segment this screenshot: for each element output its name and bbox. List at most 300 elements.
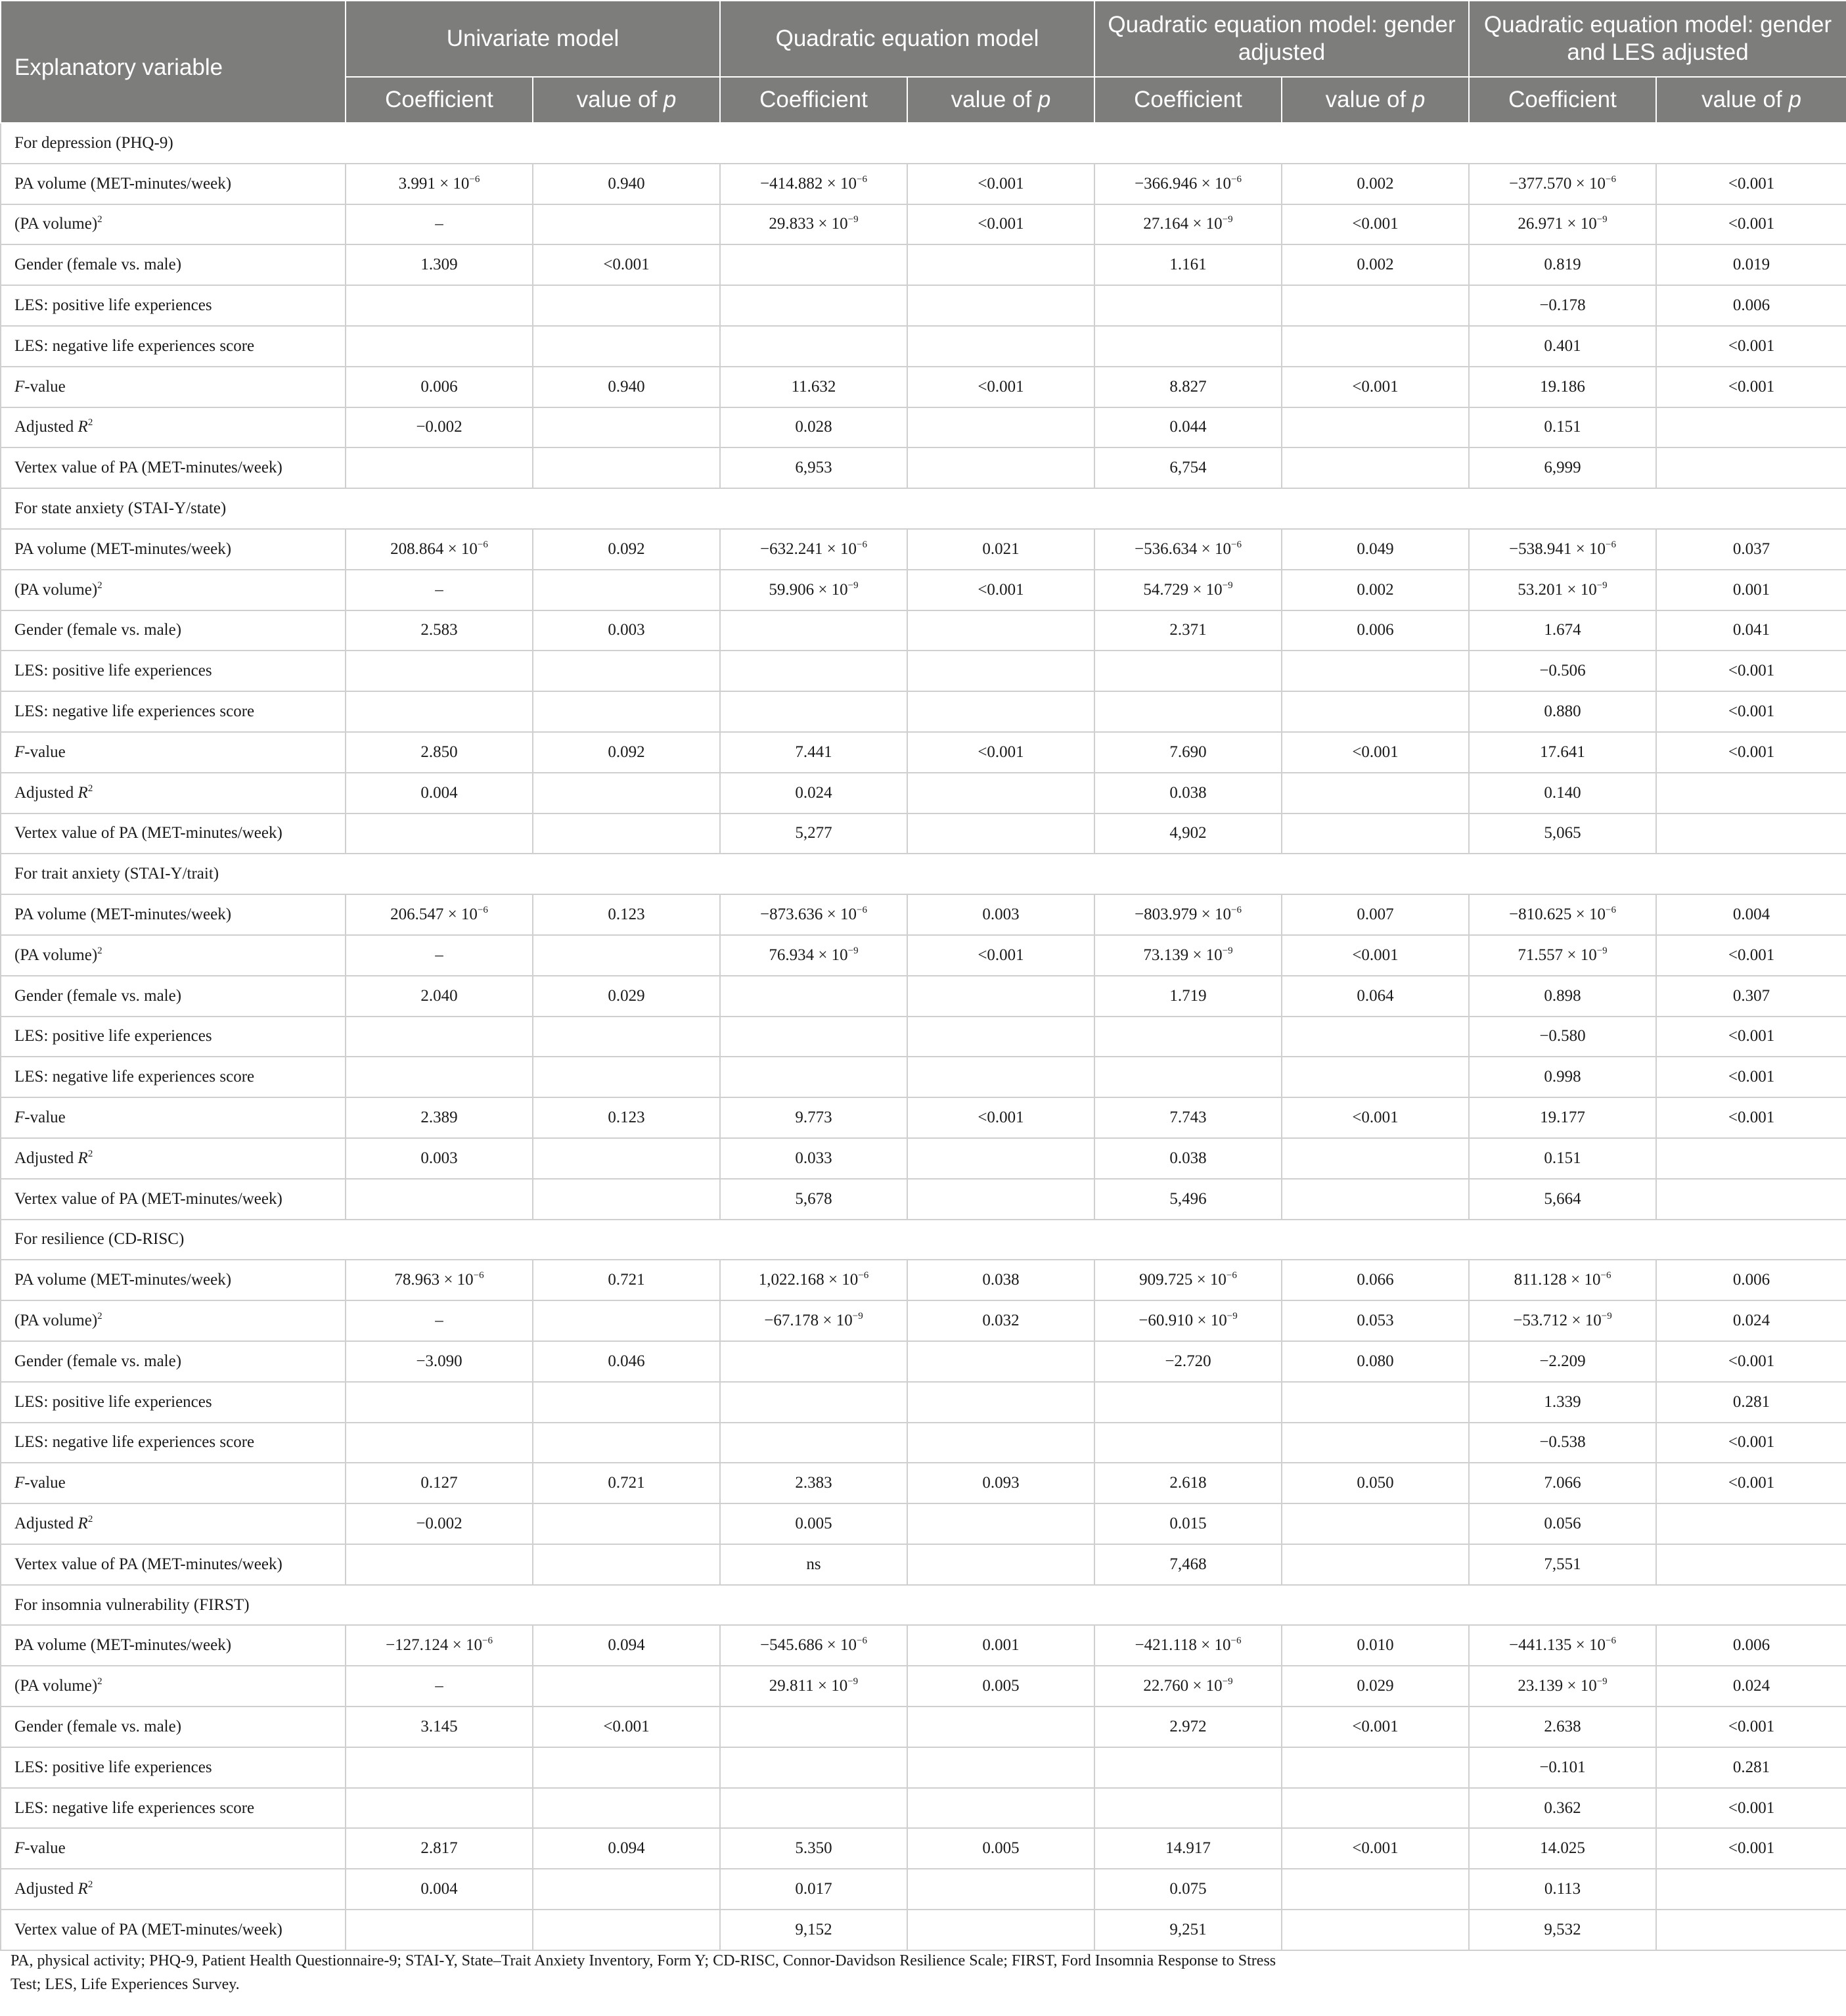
coefficient-cell: $26.971 \times 10^{-9}$	[1469, 204, 1656, 245]
table-row	[1, 651, 1846, 691]
p-value-cell	[907, 447, 1094, 488]
coefficient-cell: −0.580	[1469, 1017, 1656, 1057]
header-model-quadratic: Quadratic equation model	[720, 1, 1094, 77]
coefficient-cell	[346, 1747, 533, 1788]
p-value-cell: <0.001	[533, 1707, 720, 1747]
p-value-cell: <0.001	[1656, 1707, 1846, 1747]
section-title: For trait anxiety (STAI-Y/trait)	[1, 854, 1846, 894]
row-label: Vertex value of PA (MET-minutes/week)	[1, 447, 346, 488]
coefficient-cell: 0.151	[1469, 407, 1656, 448]
coefficient-cell: $29.811 \times 10^{-9}$	[720, 1666, 907, 1707]
coefficient-cell: –	[346, 204, 533, 245]
coefficient-cell: 11.632	[720, 367, 907, 407]
p-value-cell: <0.001	[533, 244, 720, 285]
coefficient-cell: $76.934 \times 10^{-9}$	[720, 935, 907, 976]
row-label: (PA volume)$^2$	[1, 570, 346, 610]
p-value-cell: <0.001	[907, 935, 1094, 976]
coefficient-cell: $23.139 \times 10^{-9}$	[1469, 1666, 1656, 1707]
coefficient-cell: 6,999	[1469, 447, 1656, 488]
p-value-cell	[1282, 651, 1469, 691]
p-value-cell	[1656, 447, 1846, 488]
p-value-cell: <0.001	[1282, 1097, 1469, 1138]
p-value-cell: <0.001	[1282, 204, 1469, 245]
p-value-cell	[907, 1017, 1094, 1057]
coefficient-cell: 7,551	[1469, 1544, 1656, 1585]
row-label: PA volume (MET-minutes/week)	[1, 1260, 346, 1300]
coefficient-cell: −2.209	[1469, 1341, 1656, 1382]
coefficient-cell: 5.350	[720, 1828, 907, 1869]
coefficient-cell	[720, 610, 907, 651]
p-value-cell: 0.010	[1282, 1625, 1469, 1666]
p-value-cell: 0.024	[1656, 1300, 1846, 1341]
coefficient-cell: −2.720	[1094, 1341, 1282, 1382]
p-value-cell: 0.004	[1656, 894, 1846, 935]
p-value-cell: <0.001	[1656, 1463, 1846, 1503]
p-value-cell: <0.001	[1656, 1788, 1846, 1829]
coefficient-cell	[346, 1017, 533, 1057]
coefficient-cell	[1094, 1788, 1282, 1829]
p-value-cell	[907, 1788, 1094, 1829]
coefficient-cell	[346, 1910, 533, 1950]
coefficient-cell	[346, 1057, 533, 1097]
coefficient-cell: 0.127	[346, 1463, 533, 1503]
coefficient-cell: $54.729 \times 10^{-9}$	[1094, 570, 1282, 610]
row-label: (PA volume)$^2$	[1, 1300, 346, 1341]
row-label: Vertex value of PA (MET-minutes/week)	[1, 1910, 346, 1950]
table-row	[1, 813, 1846, 854]
coefficient-cell: 0.003	[346, 1138, 533, 1179]
p-value-cell	[1282, 691, 1469, 732]
coefficient-cell: $-414.882 \times 10^{-6}$	[720, 164, 907, 204]
p-value-cell	[1656, 1179, 1846, 1220]
coefficient-cell: 14.917	[1094, 1828, 1282, 1869]
coefficient-cell	[346, 1179, 533, 1220]
p-value-cell: <0.001	[907, 367, 1094, 407]
row-label: Adjusted $R^2$	[1, 773, 346, 813]
table-row	[1, 1747, 1846, 1788]
p-value-cell	[907, 1707, 1094, 1747]
table-row	[1, 204, 1846, 245]
coefficient-cell: 0.056	[1469, 1503, 1656, 1544]
row-label: LES: negative life experiences score	[1, 326, 346, 367]
table-row	[1, 1788, 1846, 1829]
p-value-cell	[533, 204, 720, 245]
coefficient-cell: 9,251	[1094, 1910, 1282, 1950]
table-row	[1, 1544, 1846, 1585]
coefficient-cell: 5,065	[1469, 813, 1656, 854]
p-value-cell	[907, 651, 1094, 691]
section-title: For insomnia vulnerability (FIRST)	[1, 1585, 1846, 1626]
p-value-cell	[533, 1300, 720, 1341]
p-value-cell	[907, 691, 1094, 732]
p-value-cell: 0.092	[533, 732, 720, 773]
p-value-cell	[533, 407, 720, 448]
row-label: PA volume (MET-minutes/week)	[1, 894, 346, 935]
p-value-cell	[1282, 1382, 1469, 1423]
p-value-cell: 0.024	[1656, 1666, 1846, 1707]
coefficient-cell: ns	[720, 1544, 907, 1585]
p-value-cell	[533, 773, 720, 813]
coefficient-cell: 19.177	[1469, 1097, 1656, 1138]
p-value-cell	[907, 813, 1094, 854]
coefficient-cell	[346, 1382, 533, 1423]
coefficient-cell: 0.401	[1469, 326, 1656, 367]
p-value-cell: 0.940	[533, 164, 720, 204]
coefficient-cell	[1094, 651, 1282, 691]
coefficient-cell	[1094, 1423, 1282, 1463]
p-value-cell	[533, 1503, 720, 1544]
p-value-cell: 0.093	[907, 1463, 1094, 1503]
coefficient-cell: 2.850	[346, 732, 533, 773]
row-label: F-value	[1, 1828, 346, 1869]
p-value-cell	[1282, 407, 1469, 448]
table-row	[1, 732, 1846, 773]
table-row	[1, 1300, 1846, 1341]
p-value-cell: 0.005	[907, 1666, 1094, 1707]
table-row	[1, 1260, 1846, 1300]
p-value-cell: 0.038	[907, 1260, 1094, 1300]
coefficient-cell	[346, 651, 533, 691]
section-title: For state anxiety (STAI-Y/state)	[1, 488, 1846, 529]
p-value-cell	[1282, 326, 1469, 367]
p-value-cell	[1656, 1138, 1846, 1179]
header-model-gender-adjusted: Quadratic equation model: gender adjusted	[1094, 1, 1469, 77]
row-label: Vertex value of PA (MET-minutes/week)	[1, 1179, 346, 1220]
p-value-cell	[907, 326, 1094, 367]
p-value-cell: 0.940	[533, 367, 720, 407]
p-value-cell: <0.001	[1656, 164, 1846, 204]
p-value-cell: <0.001	[1282, 1707, 1469, 1747]
p-value-cell: 0.021	[907, 529, 1094, 570]
coefficient-cell: $53.201 \times 10^{-9}$	[1469, 570, 1656, 610]
p-value-cell	[533, 447, 720, 488]
row-label: Gender (female vs. male)	[1, 1707, 346, 1747]
coefficient-cell: 17.641	[1469, 732, 1656, 773]
coefficient-cell: $-545.686 \times 10^{-6}$	[720, 1625, 907, 1666]
coefficient-cell: $-810.625 \times 10^{-6}$	[1469, 894, 1656, 935]
coefficient-cell	[720, 326, 907, 367]
coefficient-cell: $208.864 \times 10^{-6}$	[346, 529, 533, 570]
row-label: Gender (female vs. male)	[1, 976, 346, 1017]
p-value-cell	[907, 285, 1094, 326]
coefficient-cell	[720, 1788, 907, 1829]
p-value-cell: 0.307	[1656, 976, 1846, 1017]
p-value-cell	[1656, 773, 1846, 813]
coefficient-cell: $-873.636 \times 10^{-6}$	[720, 894, 907, 935]
table-row	[1, 1869, 1846, 1910]
row-label: Adjusted $R^2$	[1, 1503, 346, 1544]
p-value-cell: 0.046	[533, 1341, 720, 1382]
p-value-cell: 0.721	[533, 1463, 720, 1503]
p-value-cell	[533, 1382, 720, 1423]
p-value-cell	[1656, 1544, 1846, 1585]
p-value-cell	[533, 1544, 720, 1585]
p-value-cell: 0.094	[533, 1625, 720, 1666]
coefficient-cell: 9,532	[1469, 1910, 1656, 1950]
coefficient-cell: 0.033	[720, 1138, 907, 1179]
row-label: LES: positive life experiences	[1, 1382, 346, 1423]
row-label: LES: negative life experiences score	[1, 1788, 346, 1829]
p-value-cell	[907, 773, 1094, 813]
coefficient-cell: 6,754	[1094, 447, 1282, 488]
coefficient-cell: 0.004	[346, 773, 533, 813]
coefficient-cell: 7.690	[1094, 732, 1282, 773]
p-value-cell: 0.003	[907, 894, 1094, 935]
p-value-cell: 0.029	[1282, 1666, 1469, 1707]
header-model-univariate: Univariate model	[346, 1, 720, 77]
coefficient-cell: $-441.135 \times 10^{-6}$	[1469, 1625, 1656, 1666]
p-value-cell: 0.002	[1282, 164, 1469, 204]
coefficient-cell: 9,152	[720, 1910, 907, 1950]
table-row	[1, 1017, 1846, 1057]
p-value-cell	[1282, 1057, 1469, 1097]
p-value-cell: 0.037	[1656, 529, 1846, 570]
coefficient-cell: 8.827	[1094, 367, 1282, 407]
coefficient-cell: $-803.979 \times 10^{-6}$	[1094, 894, 1282, 935]
p-value-cell: 0.092	[533, 529, 720, 570]
coefficient-cell: −0.002	[346, 1503, 533, 1544]
p-value-cell	[533, 1910, 720, 1950]
coefficient-cell: 7.066	[1469, 1463, 1656, 1503]
coefficient-cell: $811.128 \times 10^{-6}$	[1469, 1260, 1656, 1300]
coefficient-cell: 5,678	[720, 1179, 907, 1220]
coefficient-cell: $909.725 \times 10^{-6}$	[1094, 1260, 1282, 1300]
p-value-cell: 0.003	[533, 610, 720, 651]
p-value-cell	[907, 407, 1094, 448]
table-row	[1, 1910, 1846, 1950]
p-value-cell: <0.001	[1282, 732, 1469, 773]
coefficient-cell: 4,902	[1094, 813, 1282, 854]
p-value-cell: <0.001	[1282, 1828, 1469, 1869]
table-footnote: PA, physical activity; PHQ-9, Patient Health Questionnaire-9; STAI-Y, State–Trait Anxiety Inventory, Form Y; CD-RISC, Connor-Davidson Resilience Scale; FIRST, Ford Insomnia Response to Stress Test; LES, Life Experiences Survey.	[11, 1952, 1276, 1993]
coefficient-cell: $1,022.168 \times 10^{-6}$	[720, 1260, 907, 1300]
row-label: Vertex value of PA (MET-minutes/week)	[1, 1544, 346, 1585]
p-value-cell: 0.006	[1282, 610, 1469, 651]
coefficient-cell: 0.880	[1469, 691, 1656, 732]
coefficient-cell: 1.339	[1469, 1382, 1656, 1423]
p-value-cell: <0.001	[1656, 935, 1846, 976]
table-row	[1, 244, 1846, 285]
coefficient-cell	[720, 1382, 907, 1423]
p-value-cell	[1656, 1869, 1846, 1910]
coefficient-cell: 7,468	[1094, 1544, 1282, 1585]
coefficient-cell: 2.618	[1094, 1463, 1282, 1503]
coefficient-cell: 0.015	[1094, 1503, 1282, 1544]
row-label: Vertex value of PA (MET-minutes/week)	[1, 813, 346, 854]
coefficient-cell: 0.017	[720, 1869, 907, 1910]
coefficient-cell: $-538.941 \times 10^{-6}$	[1469, 529, 1656, 570]
p-value-cell: 0.005	[907, 1828, 1094, 1869]
p-value-cell: 0.001	[907, 1625, 1094, 1666]
p-value-cell: 0.029	[533, 976, 720, 1017]
table-row	[1, 894, 1846, 935]
coefficient-cell	[720, 691, 907, 732]
row-label: (PA volume)$^2$	[1, 935, 346, 976]
p-value-cell: <0.001	[1656, 1423, 1846, 1463]
p-value-cell: 0.281	[1656, 1747, 1846, 1788]
p-value-cell: <0.001	[1656, 651, 1846, 691]
row-label: PA volume (MET-minutes/week)	[1, 164, 346, 204]
coefficient-cell: 1.309	[346, 244, 533, 285]
table-row	[1, 529, 1846, 570]
coefficient-cell	[1094, 1017, 1282, 1057]
p-value-cell	[1282, 1788, 1469, 1829]
p-value-cell	[533, 1788, 720, 1829]
coefficient-cell	[720, 1057, 907, 1097]
coefficient-cell	[1094, 691, 1282, 732]
row-label: PA volume (MET-minutes/week)	[1, 1625, 346, 1666]
p-value-cell	[533, 1869, 720, 1910]
p-value-cell: 0.006	[1656, 1625, 1846, 1666]
table-row	[1, 1423, 1846, 1463]
p-value-cell: 0.050	[1282, 1463, 1469, 1503]
coefficient-cell: 7.441	[720, 732, 907, 773]
p-value-cell: <0.001	[907, 1097, 1094, 1138]
p-value-cell	[907, 1869, 1094, 1910]
p-value-cell	[533, 570, 720, 610]
section-header-row	[1, 1585, 1846, 1626]
p-value-cell	[1656, 1910, 1846, 1950]
coefficient-cell: $73.139 \times 10^{-9}$	[1094, 935, 1282, 976]
header-coefficient: Coefficient	[346, 77, 533, 123]
coefficient-cell: −0.002	[346, 407, 533, 448]
p-value-cell: <0.001	[907, 570, 1094, 610]
p-value-cell: 0.064	[1282, 976, 1469, 1017]
coefficient-cell: $-366.946 \times 10^{-6}$	[1094, 164, 1282, 204]
coefficient-cell: 0.044	[1094, 407, 1282, 448]
p-value-cell	[533, 1057, 720, 1097]
section-header-row	[1, 854, 1846, 894]
p-value-cell	[533, 1747, 720, 1788]
header-coefficient: Coefficient	[1469, 77, 1656, 123]
coefficient-cell: 1.161	[1094, 244, 1282, 285]
p-value-cell: 0.001	[1656, 570, 1846, 610]
coefficient-cell: –	[346, 1666, 533, 1707]
row-label: F-value	[1, 732, 346, 773]
row-label: Adjusted $R^2$	[1, 1869, 346, 1910]
section-header-row	[1, 123, 1846, 164]
section-header-row	[1, 1220, 1846, 1260]
coefficient-cell: 0.362	[1469, 1788, 1656, 1829]
coefficient-cell: 0.819	[1469, 244, 1656, 285]
p-value-cell: 0.053	[1282, 1300, 1469, 1341]
coefficient-cell	[346, 1788, 533, 1829]
coefficient-cell: 2.583	[346, 610, 533, 651]
coefficient-cell: $29.833 \times 10^{-9}$	[720, 204, 907, 245]
table-row	[1, 1097, 1846, 1138]
p-value-cell: 0.080	[1282, 1341, 1469, 1382]
p-value-cell: 0.041	[1656, 610, 1846, 651]
row-label: LES: positive life experiences	[1, 1747, 346, 1788]
p-value-cell	[907, 1910, 1094, 1950]
coefficient-cell: $-127.124 \times 10^{-6}$	[346, 1625, 533, 1666]
p-value-cell: <0.001	[1282, 935, 1469, 976]
row-label: Adjusted $R^2$	[1, 407, 346, 448]
p-value-cell: <0.001	[1656, 204, 1846, 245]
p-value-cell	[907, 1138, 1094, 1179]
p-value-cell	[907, 244, 1094, 285]
p-value-cell	[533, 1423, 720, 1463]
table-row	[1, 1341, 1846, 1382]
coefficient-cell: 6,953	[720, 447, 907, 488]
table-row	[1, 1057, 1846, 1097]
p-value-cell	[907, 1423, 1094, 1463]
row-label: PA volume (MET-minutes/week)	[1, 529, 346, 570]
header-value-of-p: value of p	[907, 77, 1094, 123]
p-value-cell	[533, 326, 720, 367]
row-label: Gender (female vs. male)	[1, 610, 346, 651]
coefficient-cell	[346, 813, 533, 854]
section-header-row	[1, 488, 1846, 529]
p-value-cell	[907, 1544, 1094, 1585]
coefficient-cell: –	[346, 1300, 533, 1341]
coefficient-cell	[346, 326, 533, 367]
coefficient-cell: 0.113	[1469, 1869, 1656, 1910]
coefficient-cell: 5,664	[1469, 1179, 1656, 1220]
p-value-cell	[1282, 1138, 1469, 1179]
p-value-cell: 0.002	[1282, 570, 1469, 610]
p-value-cell: <0.001	[907, 164, 1094, 204]
p-value-cell: 0.007	[1282, 894, 1469, 935]
coefficient-cell: 3.145	[346, 1707, 533, 1747]
coefficient-cell: 9.773	[720, 1097, 907, 1138]
p-value-cell	[1282, 1423, 1469, 1463]
coefficient-cell: 2.383	[720, 1463, 907, 1503]
table-row	[1, 285, 1846, 326]
coefficient-cell	[1094, 285, 1282, 326]
coefficient-cell: 0.024	[720, 773, 907, 813]
coefficient-cell	[720, 976, 907, 1017]
coefficient-cell: $-377.570 \times 10^{-6}$	[1469, 164, 1656, 204]
p-value-cell: 0.002	[1282, 244, 1469, 285]
p-value-cell	[533, 1017, 720, 1057]
table-row	[1, 1828, 1846, 1869]
coefficient-cell: $-67.178 \times 10^{-9}$	[720, 1300, 907, 1341]
table-row	[1, 1382, 1846, 1423]
coefficient-cell: $-536.634 \times 10^{-6}$	[1094, 529, 1282, 570]
coefficient-cell: 0.075	[1094, 1869, 1282, 1910]
p-value-cell	[907, 1382, 1094, 1423]
coefficient-cell: $22.760 \times 10^{-9}$	[1094, 1666, 1282, 1707]
p-value-cell: 0.049	[1282, 529, 1469, 570]
row-label: (PA volume)$^2$	[1, 204, 346, 245]
p-value-cell	[1282, 1747, 1469, 1788]
p-value-cell: 0.006	[1656, 1260, 1846, 1300]
coefficient-cell: 5,277	[720, 813, 907, 854]
coefficient-cell: 0.038	[1094, 773, 1282, 813]
coefficient-cell	[346, 691, 533, 732]
p-value-cell	[1282, 813, 1469, 854]
coefficient-cell: 14.025	[1469, 1828, 1656, 1869]
p-value-cell: <0.001	[1656, 1341, 1846, 1382]
p-value-cell: 0.032	[907, 1300, 1094, 1341]
p-value-cell: <0.001	[1656, 732, 1846, 773]
p-value-cell: 0.721	[533, 1260, 720, 1300]
p-value-cell: 0.019	[1656, 244, 1846, 285]
table-row	[1, 976, 1846, 1017]
p-value-cell: <0.001	[907, 204, 1094, 245]
p-value-cell: <0.001	[1656, 1017, 1846, 1057]
coefficient-cell	[1094, 326, 1282, 367]
p-value-cell	[1282, 1503, 1469, 1544]
coefficient-cell: 0.151	[1469, 1138, 1656, 1179]
coefficient-cell: 0.004	[346, 1869, 533, 1910]
row-label: Gender (female vs. male)	[1, 244, 346, 285]
coefficient-cell: $3.991 \times 10^{-6}$	[346, 164, 533, 204]
p-value-cell: 0.094	[533, 1828, 720, 1869]
p-value-cell	[533, 1138, 720, 1179]
section-title: For resilience (CD-RISC)	[1, 1220, 1846, 1260]
